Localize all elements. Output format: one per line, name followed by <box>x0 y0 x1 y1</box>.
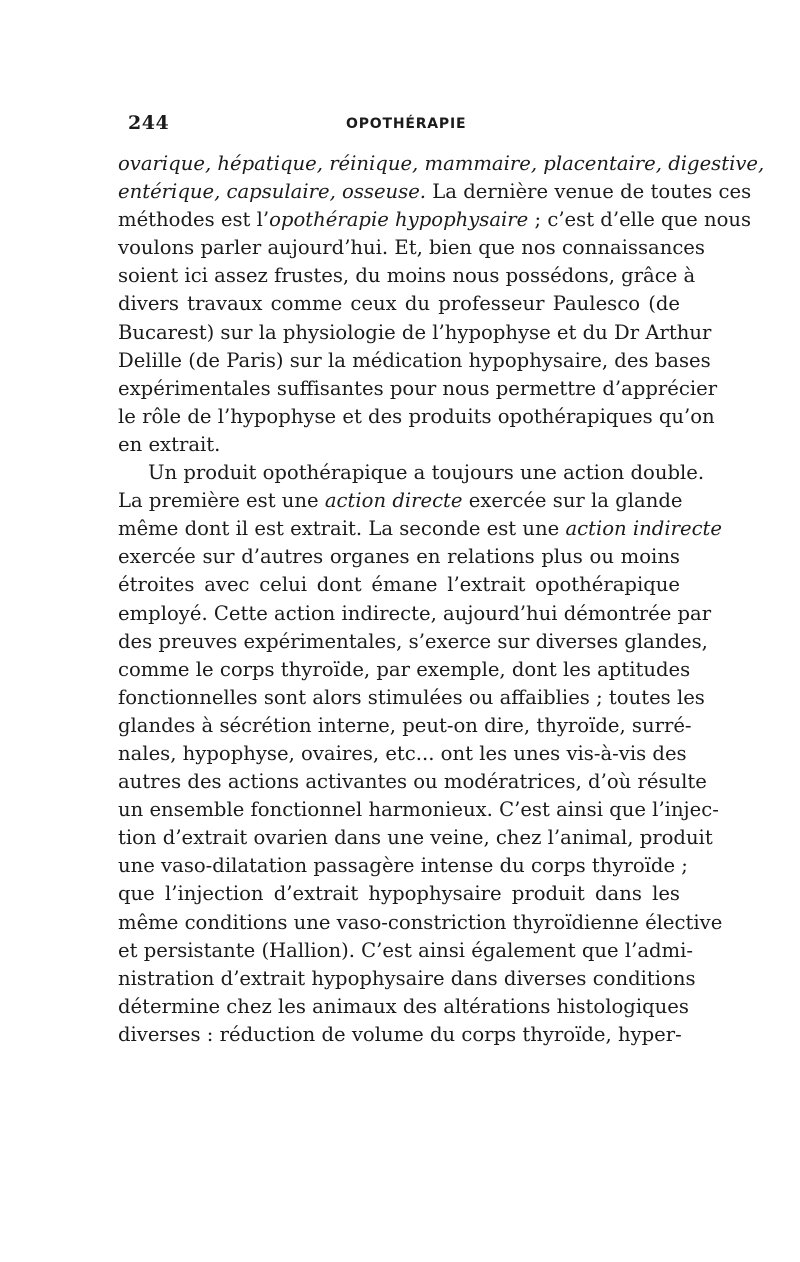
text-segment: que l’injection d’extrait hypophysaire produit dans les <box>118 882 680 906</box>
text-line <box>118 880 680 908</box>
text-segment: diverses : réduction de volume du corps thyroïde, hyper- <box>118 1022 682 1046</box>
text-segment: expérimentales suffisantes pour nous permettre d’apprécier <box>118 376 718 400</box>
text-segment: nistration d’extrait hypophysaire dans diverses conditions <box>118 966 696 990</box>
text-line <box>118 375 718 403</box>
text-line <box>118 206 752 234</box>
text-line <box>118 290 680 318</box>
text-line <box>118 824 713 852</box>
text-line <box>118 515 723 543</box>
text-segment: et persistante (Hallion). C’est ainsi également que l’admi- <box>118 938 694 962</box>
text-line <box>118 600 712 628</box>
text-line <box>118 628 708 656</box>
text-segment: comme le corps thyroïde, par exemple, dont les aptitudes <box>118 657 691 681</box>
text-line <box>118 571 680 599</box>
text-line <box>118 796 719 824</box>
text-line <box>118 1021 680 1049</box>
text-segment: Bucarest) sur la physiologie de l’hypophyse et du Dr Arthur <box>118 320 712 344</box>
text-segment: La dernière venue de toutes ces <box>426 180 752 204</box>
text-segment: des preuves expérimentales, s’exerce sur diverses glandes, <box>118 629 708 653</box>
page-number: 244 <box>128 112 170 134</box>
text-segment: glandes à sécrétion interne, peut-on dire, thyroïde, surré- <box>118 713 692 737</box>
body-text <box>118 150 765 1049</box>
text-segment: une vaso-dilatation passagère intense du corps thyroïde ; <box>118 854 688 878</box>
text-line <box>118 768 707 796</box>
text-line <box>118 740 687 768</box>
text-segment: fonctionnelles sont alors stimulées ou affaiblies ; toutes les <box>118 685 705 709</box>
text-line <box>118 543 680 571</box>
text-line <box>118 431 680 459</box>
italic-segment: ovarique, hépatique, réinique, mammaire, placentaire, digestive, <box>118 152 765 175</box>
text-segment: en extrait. <box>118 432 221 456</box>
text-segment: exercée sur d’autres organes en relations plus ou moins <box>118 545 680 569</box>
text-segment: même dont il est extrait. La seconde est une <box>118 517 566 541</box>
italic-segment: action directe <box>324 489 463 513</box>
italic-segment: action indirecte <box>565 517 723 541</box>
text-segment: divers travaux comme ceux du professeur Paulesco (de <box>118 292 680 316</box>
text-line <box>118 487 683 515</box>
text-line <box>118 852 688 880</box>
text-line <box>118 993 689 1021</box>
text-line <box>118 319 712 347</box>
italic-segment: entérique, capsulaire, osseuse. <box>118 180 427 204</box>
text-line <box>118 178 752 206</box>
text-line <box>118 403 715 431</box>
text-segment: tion d’extrait ovarien dans une veine, chez l’animal, produit <box>118 826 713 850</box>
text-line <box>118 937 694 965</box>
text-line <box>118 150 765 178</box>
text-line <box>118 234 705 262</box>
text-segment: même conditions une vaso-constriction thyroïdienne élective <box>118 910 723 934</box>
text-segment: nales, hypophyse, ovaires, etc... ont les unes vis-à-vis des <box>118 741 687 765</box>
text-segment: le rôle de l’hypophyse et des produits opothérapiques qu’on <box>118 404 715 428</box>
text-segment: employé. Cette action indirecte, aujourd’hui démontrée par <box>118 601 712 625</box>
text-segment: méthodes est l’ <box>118 208 270 232</box>
text-line <box>118 656 691 684</box>
text-segment: Delille (de Paris) sur la médication hypophysaire, des bases <box>118 348 711 372</box>
text-line <box>118 459 705 487</box>
text-segment: Un produit opothérapique a toujours une action double. <box>148 461 705 485</box>
text-segment: autres des actions activantes ou modératrices, d’où résulte <box>118 770 707 794</box>
text-segment: ; c’est d’elle que nous <box>528 208 752 232</box>
text-segment: soient ici assez frustes, du moins nous possédons, grâce à <box>118 264 696 288</box>
text-segment: La première est une <box>118 489 325 513</box>
text-line <box>118 347 711 375</box>
text-line <box>118 909 723 937</box>
text-segment: étroites avec celui dont émane l’extrait opothérapique <box>118 573 680 597</box>
text-line <box>118 684 705 712</box>
text-segment: détermine chez les animaux des altérations histologiques <box>118 994 689 1018</box>
running-title: OPOTHÉRAPIE <box>346 116 467 132</box>
text-line <box>118 965 696 993</box>
text-segment: exercée sur la glande <box>462 489 683 513</box>
text-line <box>118 262 696 290</box>
running-head <box>128 112 680 142</box>
text-segment: voulons parler aujourd’hui. Et, bien que nos connaissances <box>118 236 705 260</box>
text-line <box>118 712 692 740</box>
italic-segment: opothérapie hypophysaire <box>269 208 529 232</box>
text-segment: un ensemble fonctionnel harmonieux. C’est ainsi que l’injec- <box>118 798 719 822</box>
